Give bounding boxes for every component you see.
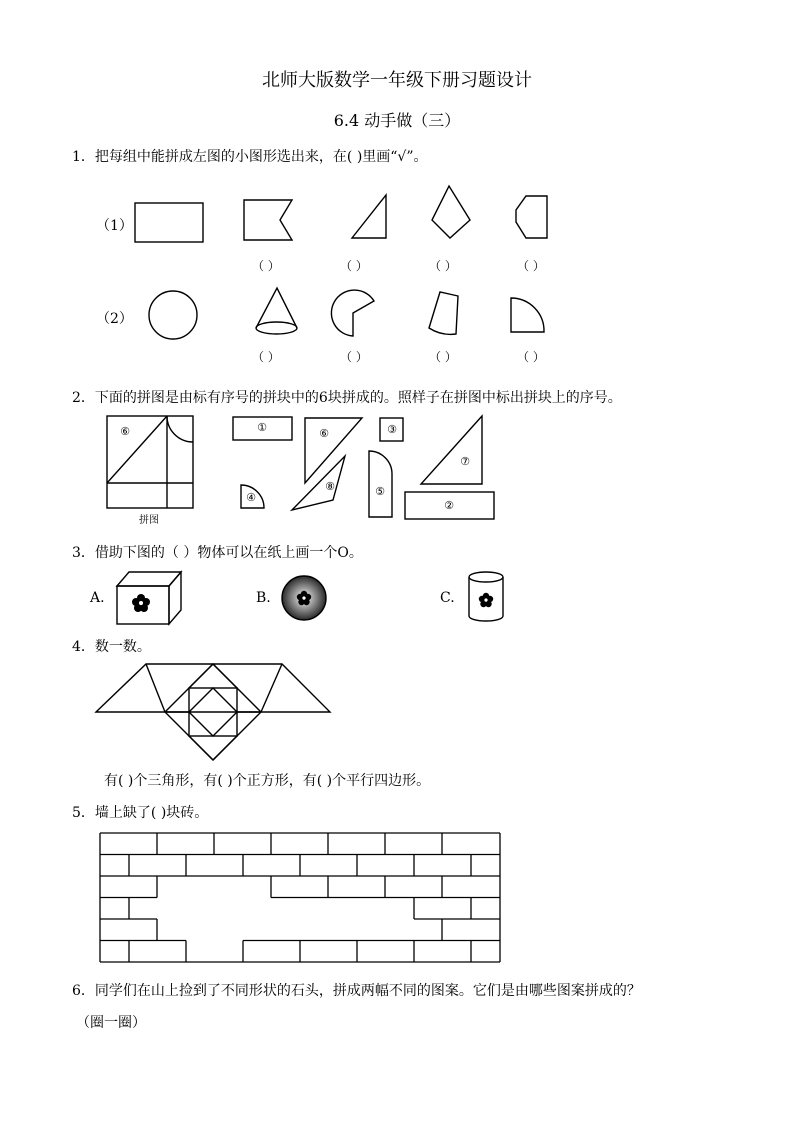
q3-option-c-label: C. bbox=[440, 590, 455, 606]
q1-kite-shape bbox=[432, 186, 470, 238]
page-title: 北师大版数学一年级下册习题设计 bbox=[262, 70, 532, 91]
q1-row2-label: （2） bbox=[96, 311, 133, 327]
question-5-text: 5．墙上缺了( )块砖。 bbox=[72, 805, 209, 821]
q2-piece-3-label: ③ bbox=[387, 423, 397, 436]
question-4-text: 4．数一数。 bbox=[72, 639, 151, 655]
q2-puzzle-label-6: ⑥ bbox=[120, 425, 130, 438]
q1-r1-blank-4[interactable]: （ ） bbox=[517, 259, 545, 273]
question-3-text: 3．借助下图的（ ）物体可以在纸上画一个O。 bbox=[72, 545, 363, 561]
q2-piece-5 bbox=[369, 451, 392, 517]
q2-puzzle-caption: 拼图 bbox=[139, 515, 159, 526]
q2-piece-6 bbox=[305, 418, 362, 483]
flower-icon bbox=[479, 593, 493, 607]
q3-cube-object bbox=[117, 572, 181, 624]
q4-counting-figure bbox=[96, 664, 330, 760]
q5-brick-wall bbox=[100, 833, 500, 962]
q2-piece-5-label: ⑤ bbox=[375, 485, 385, 498]
q1-circle-shape bbox=[149, 291, 197, 339]
q1-r2-blank-4[interactable]: （ ） bbox=[517, 350, 545, 364]
q1-r1-blank-2[interactable]: （ ） bbox=[340, 259, 368, 273]
q2-piece-1-label: ① bbox=[257, 421, 267, 434]
q1-right-triangle-shape bbox=[352, 195, 386, 238]
q1-pentagon-shape bbox=[516, 196, 547, 238]
q1-flag-shape bbox=[244, 200, 292, 240]
q1-quarter-circle-shape bbox=[511, 298, 544, 332]
q1-r2-blank-2[interactable]: （ ） bbox=[340, 350, 368, 364]
q1-r1-blank-1[interactable]: （ ） bbox=[252, 259, 280, 273]
q2-piece-4-label: ④ bbox=[246, 491, 256, 504]
q1-curved-piece-shape bbox=[429, 292, 458, 334]
q2-piece-7-label: ⑦ bbox=[460, 455, 470, 468]
q2-piece-8 bbox=[292, 456, 345, 510]
q1-row1-label: （1） bbox=[96, 218, 133, 234]
q2-piece-8-label: ⑧ bbox=[325, 480, 335, 493]
q1-r2-blank-3[interactable]: （ ） bbox=[429, 350, 457, 364]
q2-piece-7 bbox=[421, 416, 482, 484]
question-6-note: （圈一圈） bbox=[76, 1015, 146, 1031]
q1-r1-blank-3[interactable]: （ ） bbox=[429, 259, 457, 273]
q2-piece-2-label: ② bbox=[444, 499, 454, 512]
q1-rectangle-shape bbox=[135, 203, 203, 242]
q1-pacman-shape bbox=[331, 290, 374, 336]
question-6-text: 6．同学们在山上捡到了不同形状的石头，拼成两幅不同的图案。它们是由哪些图案拼成的？ bbox=[72, 983, 641, 999]
q1-cone-base bbox=[256, 322, 297, 334]
q3-option-a-label: A. bbox=[90, 590, 105, 606]
q3-option-b-label: B. bbox=[256, 590, 271, 606]
q1-r2-blank-1[interactable]: （ ） bbox=[252, 350, 280, 364]
question-2-text: 2．下面的拼图是由标有序号的拼块中的6块拼成的。照样子在拼图中标出拼块上的序号。 bbox=[72, 390, 622, 406]
flower-icon bbox=[132, 594, 150, 612]
page-subtitle: 6.4 动手做（三） bbox=[333, 111, 461, 130]
q2-piece-6-label: ⑥ bbox=[319, 427, 329, 440]
question-1-text: 1．把每组中能拼成左图的小图形选出来，在( )里画“√”。 bbox=[72, 149, 428, 165]
question-4-answer: 有( )个三角形，有( )个正方形，有( )个平行四边形。 bbox=[104, 773, 431, 789]
